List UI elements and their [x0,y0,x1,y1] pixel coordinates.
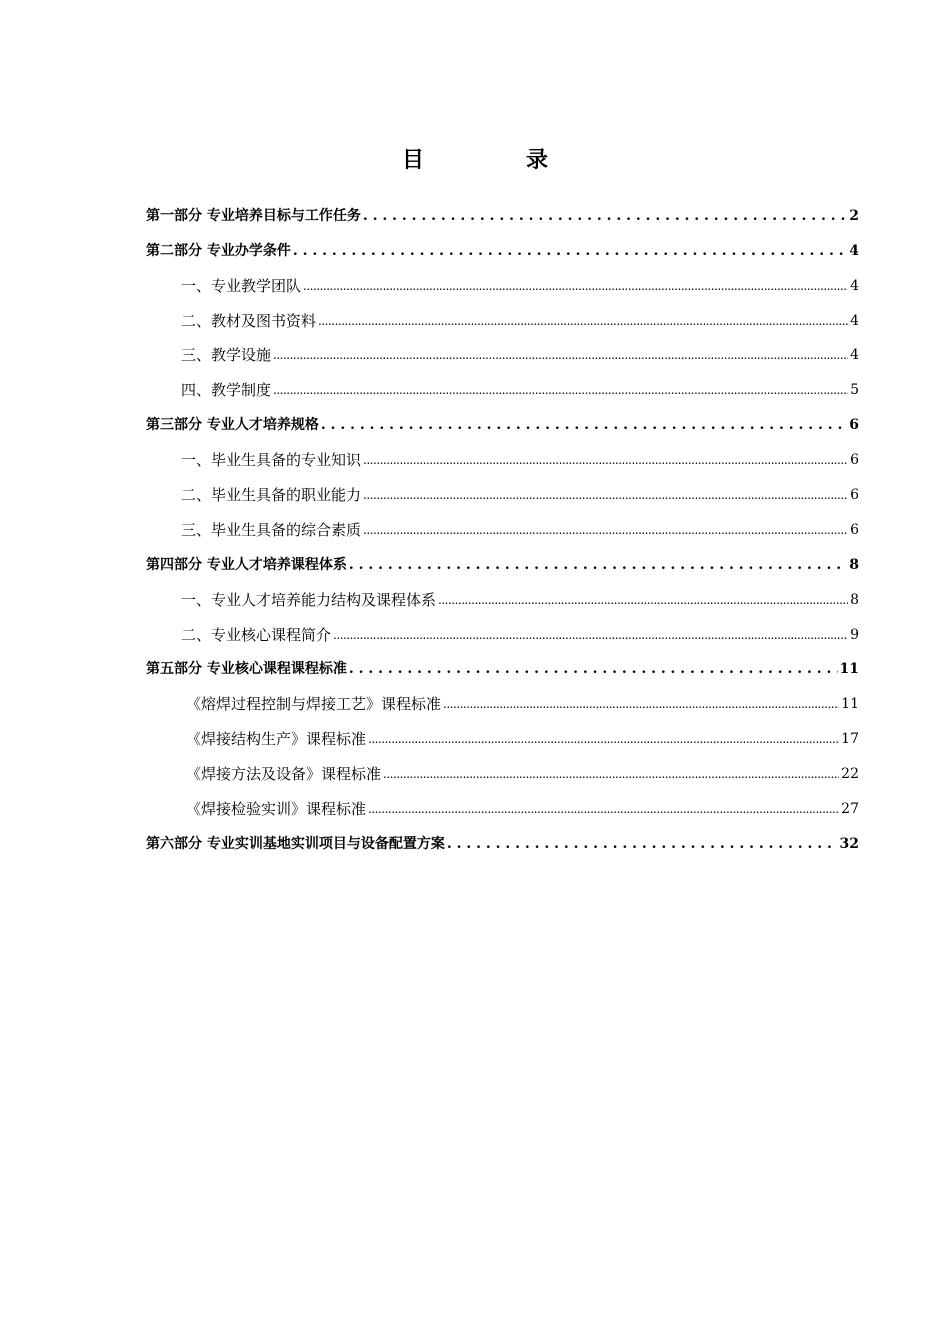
toc-entry[interactable] [146,469,859,504]
toc-entry-label: 四、教学制度 [181,381,272,400]
toc-entry[interactable] [146,713,859,748]
toc-entry[interactable] [146,678,859,713]
toc-entry-page-number: 6 [850,452,859,469]
toc-entry-label: 第三部分 专业人才培养规格 [146,417,319,434]
toc-entry-page-number: 6 [850,521,859,538]
toc-dot-leader [349,660,838,678]
toc-entry[interactable] [146,539,859,574]
toc-dot-leader [438,590,848,609]
toc-entry-page-number: 2 [849,207,859,224]
toc-entry[interactable] [146,260,859,295]
toc-dot-leader [443,694,839,713]
toc-entry-label: 《焊接检验实训》课程标准 [186,800,367,819]
toc-dot-leader [383,764,839,783]
toc-entry[interactable] [146,818,859,853]
toc-dot-leader [273,345,848,364]
toc-dot-leader [363,485,848,504]
toc-entry-page-number: 11 [839,661,859,678]
toc-entry[interactable] [146,574,859,609]
toc-dot-leader [333,625,848,644]
toc-entry-page-number: 32 [839,835,859,852]
toc-dot-leader [363,450,848,469]
toc-dot-leader [321,416,847,434]
toc-entry-page-number: 8 [849,556,859,573]
toc-entry[interactable] [146,225,859,260]
toc-entry-label: 一、专业教学团队 [181,276,302,295]
toc-dot-leader [368,729,839,748]
toc-dot-leader [303,276,848,295]
toc-entry-page-number: 4 [850,312,859,329]
toc-entry[interactable] [146,644,859,679]
toc-entry-label: 第四部分 专业人才培养课程体系 [146,556,347,573]
toc-entry[interactable] [146,748,859,783]
toc-entry-page-number: 8 [850,591,859,608]
toc-dot-leader [318,311,848,330]
toc-entry[interactable] [146,609,859,644]
toc-dot-leader [368,799,839,818]
toc-entry-label: 第六部分 专业实训基地实训项目与设备配置方案 [146,835,445,852]
toc-entry-label: 二、教材及图书资料 [181,311,317,330]
toc-entry-page-number: 5 [850,382,859,399]
toc-entry[interactable] [146,364,859,399]
toc-entry-page-number: 4 [850,347,859,364]
toc-entry-label: 三、毕业生具备的综合素质 [181,520,362,539]
toc-entry-page-number: 17 [841,731,859,748]
toc-entry-label: 《焊接方法及设备》课程标准 [186,765,382,784]
toc-entry-label: 第二部分 专业办学条件 [146,242,291,259]
toc-entry[interactable] [146,190,859,225]
toc-entry-label: 二、毕业生具备的职业能力 [181,486,362,505]
table-of-contents [146,190,859,853]
toc-entry-page-number: 9 [850,626,859,643]
toc-entry[interactable] [146,330,859,365]
toc-entry-page-number: 6 [850,487,859,504]
toc-entry[interactable] [146,295,859,330]
toc-entry-label: 三、教学设施 [181,346,272,365]
toc-entry-page-number: 6 [849,417,859,434]
toc-entry[interactable] [146,434,859,469]
toc-entry-page-number: 27 [841,801,859,818]
toc-entry-page-number: 11 [841,696,859,713]
toc-entry[interactable] [146,504,859,539]
page-title: 目 录 [401,147,588,173]
toc-dot-leader [447,835,838,853]
toc-entry-page-number: 22 [841,766,859,783]
toc-entry-label: 第一部分 专业培养目标与工作任务 [146,207,361,224]
toc-dot-leader [293,242,847,260]
toc-entry[interactable] [146,783,859,818]
toc-entry-label: 《焊接结构生产》课程标准 [186,730,367,749]
toc-entry-page-number: 4 [849,242,859,259]
toc-entry-label: 《熔焊过程控制与焊接工艺》课程标准 [186,695,442,714]
toc-entry-label: 二、专业核心课程简介 [181,625,332,644]
toc-dot-leader [363,207,847,225]
toc-entry-label: 第五部分 专业核心课程课程标准 [146,661,347,678]
toc-entry-label: 一、专业人才培养能力结构及课程体系 [181,590,437,609]
toc-dot-leader [273,380,848,399]
toc-entry-page-number: 4 [850,277,859,294]
toc-entry[interactable] [146,399,859,434]
toc-entry-label: 一、毕业生具备的专业知识 [181,451,362,470]
toc-dot-leader [349,556,847,574]
toc-dot-leader [363,520,848,539]
